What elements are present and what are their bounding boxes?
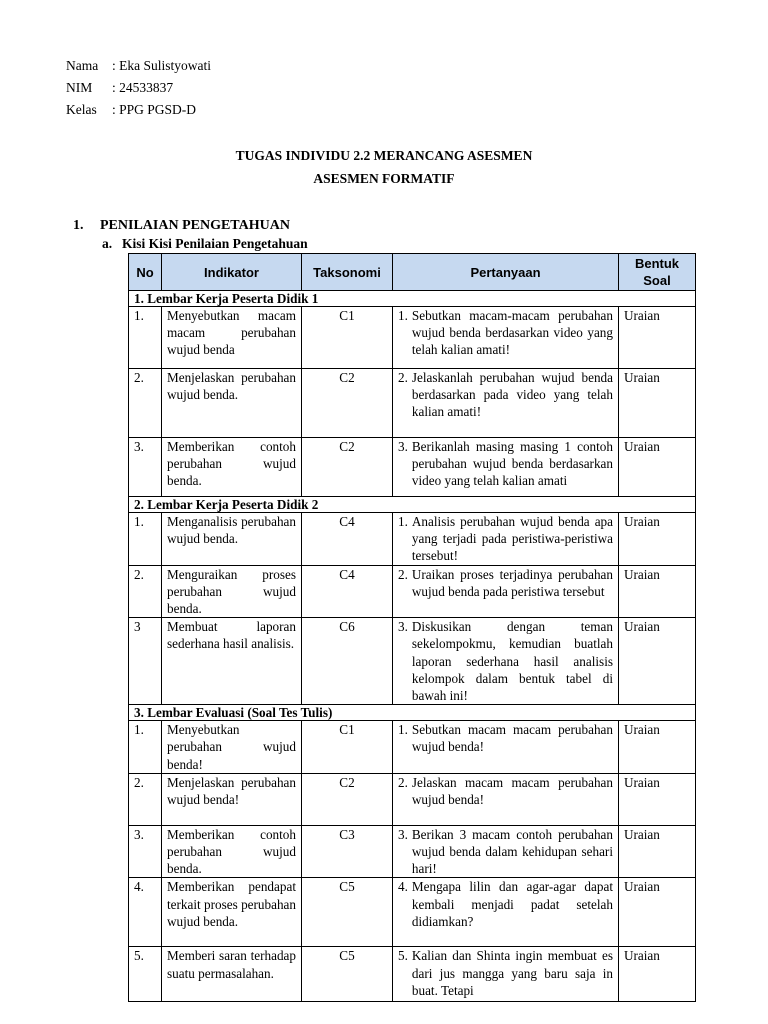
question-text: Kalian dan Shinta ingin membuat es dari jus mangga yang baru saja in buat. Tetapi <box>411 948 613 998</box>
table-row <box>129 878 696 947</box>
cell-no: 3. <box>129 438 162 497</box>
group-row <box>129 705 696 721</box>
kelas-label: Kelas <box>66 102 97 117</box>
cell-pertanyaan <box>393 369 619 438</box>
cell-indikator: Memberikan contoh perubahan wujud benda. <box>162 438 302 497</box>
nama-line <box>66 58 211 74</box>
question-number: 3. <box>398 826 408 842</box>
cell-taksonomi: C1 <box>302 307 393 369</box>
question-number: 3. <box>398 619 408 635</box>
cell-no: 5. <box>129 947 162 1002</box>
cell-indikator: Memberi saran terhadap suatu permasalahan. <box>162 947 302 1002</box>
table-row <box>129 618 696 705</box>
cell-taksonomi: C6 <box>302 618 393 705</box>
question-text: Jelaskan macam macam perubahan wujud benda! <box>411 774 613 808</box>
cell-taksonomi: C4 <box>302 513 393 566</box>
cell-indikator: Membuat laporan sederhana hasil analisis. <box>162 618 302 705</box>
header-indikator: Indikator <box>162 254 302 291</box>
cell-pertanyaan <box>393 307 619 369</box>
question-text: Analisis perubahan wujud benda apa yang terjadi pada peristiwa-peristiwa tersebut! <box>411 514 613 564</box>
table-row <box>129 513 696 566</box>
cell-bentuk-soal: Uraian <box>619 369 696 438</box>
document-title: TUGAS INDIVIDU 2.2 MERANCANG ASESMEN <box>235 148 533 163</box>
table-row <box>129 307 696 369</box>
table-row <box>129 947 696 1002</box>
group-row <box>129 497 696 513</box>
subsection-letter: a. <box>102 236 113 251</box>
cell-bentuk-soal: Uraian <box>619 947 696 1002</box>
cell-no: 3. <box>129 825 162 878</box>
table-row <box>129 825 696 878</box>
kelas-line <box>66 102 196 118</box>
cell-pertanyaan <box>393 721 619 774</box>
cell-taksonomi: C5 <box>302 947 393 1002</box>
cell-no: 2. <box>129 773 162 825</box>
header-pertanyaan: Pertanyaan <box>393 254 619 291</box>
cell-taksonomi: C2 <box>302 369 393 438</box>
nim-line <box>66 80 173 96</box>
question-number: 5. <box>398 948 408 964</box>
cell-taksonomi: C3 <box>302 825 393 878</box>
table-row <box>129 438 696 497</box>
cell-pertanyaan <box>393 565 619 618</box>
question-text: Uraikan proses terjadinya perubahan wujud benda pada peristiwa tersebut <box>411 566 613 599</box>
question-number: 1. <box>398 722 408 738</box>
subsection-label: Kisi Kisi Penilaian Pengetahuan <box>122 236 308 251</box>
question-text: Sebutkan macam macam perubahan wujud benda! <box>411 722 613 755</box>
cell-pertanyaan <box>393 947 619 1002</box>
section-label: PENILAIAN PENGETAHUAN <box>100 218 290 233</box>
question-number: 1. <box>398 514 408 529</box>
cell-taksonomi: C2 <box>302 438 393 497</box>
cell-bentuk-soal: Uraian <box>619 825 696 878</box>
question-number: 4. <box>398 879 408 895</box>
cell-no: 1. <box>129 513 162 566</box>
table-row <box>129 721 696 774</box>
table-row <box>129 773 696 825</box>
nim-label: NIM <box>66 80 93 95</box>
group-row <box>129 291 696 307</box>
group-title: 3. Lembar Evaluasi (Soal Tes Tulis) <box>129 705 696 721</box>
cell-pertanyaan <box>393 618 619 705</box>
kisi-kisi-table <box>128 253 696 1002</box>
table-header-row <box>129 254 696 291</box>
cell-indikator: Memberikan contoh perubahan wujud benda. <box>162 825 302 878</box>
cell-bentuk-soal: Uraian <box>619 721 696 774</box>
nama-label: Nama <box>66 58 99 73</box>
nama-value: : Eka Sulistyowati <box>112 58 211 73</box>
group-title: 2. Lembar Kerja Peserta Didik 2 <box>129 497 696 513</box>
cell-indikator: Menguraikan proses perubahan wujud benda. <box>162 565 302 618</box>
cell-bentuk-soal: Uraian <box>619 565 696 618</box>
cell-taksonomi: C5 <box>302 878 393 947</box>
question-text: Berikan 3 macam contoh perubahan wujud benda dalam kehidupan sehari hari! <box>411 826 613 877</box>
cell-no: 1. <box>129 721 162 774</box>
question-number: 2. <box>398 774 408 790</box>
document-subtitle: ASESMEN FORMATIF <box>313 171 455 186</box>
cell-bentuk-soal: Uraian <box>619 438 696 497</box>
cell-indikator: Menyebutkan perubahan wujud benda! <box>162 721 302 774</box>
header-no: No <box>129 254 162 291</box>
cell-bentuk-soal: Uraian <box>619 307 696 369</box>
cell-bentuk-soal: Uraian <box>619 773 696 825</box>
cell-indikator: Memberikan pendapat terkait proses perubahan wujud benda. <box>162 878 302 947</box>
cell-pertanyaan <box>393 773 619 825</box>
cell-pertanyaan <box>393 878 619 947</box>
kelas-value: : PPG PGSD-D <box>112 102 197 117</box>
question-number: 2. <box>398 566 408 582</box>
cell-no: 2. <box>129 369 162 438</box>
cell-taksonomi: C1 <box>302 721 393 774</box>
header-bentuk-soal: Bentuk Soal <box>619 254 696 291</box>
cell-no: 4. <box>129 878 162 947</box>
cell-taksonomi: C4 <box>302 565 393 618</box>
question-text: Diskusikan dengan teman sekelompokmu, kemudian buatlah laporan sederhana hasil analisis kelompok dalam bentuk tabel di bawah ini! <box>411 619 613 704</box>
question-text: Jelaskanlah perubahan wujud benda berdasarkan pada video yang telah kalian amati! <box>411 370 613 420</box>
section-number: 1. <box>73 218 84 233</box>
question-text: Sebutkan macam-macam perubahan wujud benda berdasarkan video yang telah kalian amati! <box>411 308 613 358</box>
cell-indikator: Menyebutkan macam macam perubahan wujud benda <box>162 307 302 369</box>
cell-pertanyaan <box>393 825 619 878</box>
cell-no: 1. <box>129 307 162 369</box>
cell-pertanyaan <box>393 513 619 566</box>
header-taksonomi: Taksonomi <box>302 254 393 291</box>
cell-pertanyaan <box>393 438 619 497</box>
table-row <box>129 369 696 438</box>
group-title: 1. Lembar Kerja Peserta Didik 1 <box>129 291 696 307</box>
cell-no: 3 <box>129 618 162 705</box>
table-row <box>129 565 696 618</box>
cell-indikator: Menjelaskan perubahan wujud benda. <box>162 369 302 438</box>
question-number: 3. <box>398 439 408 454</box>
section-heading <box>73 218 290 234</box>
table-body <box>129 291 696 1002</box>
cell-bentuk-soal: Uraian <box>619 618 696 705</box>
nim-value: : 24533837 <box>112 80 174 95</box>
subsection-heading <box>102 236 308 252</box>
question-number: 2. <box>398 370 408 385</box>
cell-bentuk-soal: Uraian <box>619 878 696 947</box>
question-text: Mengapa lilin dan agar-agar dapat kembali menjadi padat setelah didiamkan? <box>411 879 613 929</box>
question-text: Berikanlah masing masing 1 contoh perubahan wujud benda berdasarkan video yang telah kalian amati <box>411 439 613 489</box>
cell-no: 2. <box>129 565 162 618</box>
cell-indikator: Menjelaskan perubahan wujud benda! <box>162 773 302 825</box>
cell-bentuk-soal: Uraian <box>619 513 696 566</box>
cell-taksonomi: C2 <box>302 773 393 825</box>
question-number: 1. <box>398 308 408 323</box>
cell-indikator: Menganalisis perubahan wujud benda. <box>162 513 302 566</box>
